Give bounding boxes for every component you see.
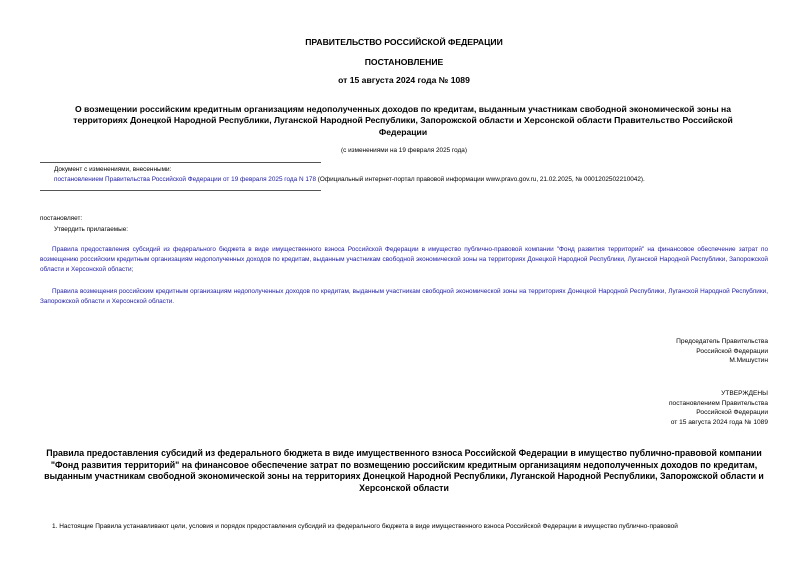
approval-block (669, 389, 768, 427)
signature-name: М.Мишустин (729, 357, 768, 365)
signature-position: Председатель Правительства (676, 338, 768, 345)
approve-text: Утвердить прилагаемые: (54, 226, 129, 233)
approval-line-2: постановлением Правительства (668, 399, 768, 407)
changes-label: Документ с изменениями, внесенными: (54, 166, 172, 173)
approval-line-4: от 15 августа 2024 года № 1089 (670, 418, 768, 426)
decree-date-number: от 15 августа 2024 года № 1089 (338, 75, 470, 85)
changes-reference (54, 176, 645, 183)
changes-bottom-rule (40, 190, 321, 191)
approval-line-3: Российской Федерации (696, 409, 768, 417)
rules-item-1-link[interactable]: Правила предоставления субсидий из федерального бюджета в виде имущественного взноса Российской Федерации в имущество публично-правовой компании "Фонд развития территорий" на финансовое обеспечение затрат по возмещению российским кредитным организациям недополученных доходов по кредитам, выданным участникам свободной экономической зоны на территориях Донецкой Народной Республики, Луганской Народной Республики, Запорожской области и Херсонской области; (40, 246, 768, 273)
doc-type-heading: ПОСТАНОВЛЕНИЕ (364, 57, 444, 67)
decrees-text: постановляет: (40, 215, 83, 222)
amending-decree-link[interactable]: постановлением Правительства Российской Федерации от 19 февраля 2025 года N 178 (54, 176, 317, 183)
rules-point-1: 1. Настоящие Правила устанавливают цели, условия и порядок предоставления субсидий из федерального бюджета в виде имущественного взноса Российской Федерации в имущество публично-правовой (52, 523, 678, 530)
government-heading: ПРАВИТЕЛЬСТВО РОССИЙСКОЙ ФЕДЕРАЦИИ (305, 37, 503, 47)
rules-title: Правила предоставления субсидий из федерального бюджета в виде имущественного взноса Российской Федерации в имущество публично-правовой компании "Фонд развития территорий" на финансовое обеспечение затрат по возмещению российским кредитным организациям недополученных доходов по кредитам, выданным участникам свободной экономической зоны на территориях Донецкой Народной Республики, Луганской Народной Республики, Запорожской области и Херсонской области (44, 448, 764, 493)
decree-title: О возмещении российским кредитным организациям недополученных доходов по кредитам, выданным участникам свободной экономической зоны на территориях Донецкой Народной Республики, Луганской Народной Республики, Запорожской области и Херсонской области Правительство Российской Федерации (73, 104, 733, 137)
approval-heading: УТВЕРЖДЕНЫ (721, 390, 768, 397)
rules-item-2-link[interactable]: Правила возмещения российским кредитным организациям недополученных доходов по кредитам, выданным участникам свободной экономической зоны на территориях Донецкой Народной Республики, Луганской Народной Республики, Запорожской области и Херсонской области. (40, 288, 768, 305)
changes-top-rule (40, 162, 321, 163)
signature-org: Российской Федерации (696, 347, 768, 355)
signature-block (676, 337, 768, 366)
changes-source: (Официальный интернет-портал правовой информации www.pravo.gov.ru, 21.02.2025, № 0001202502210042). (316, 176, 645, 183)
amendments-note: (с изменениями на 19 февраля 2025 года) (341, 147, 467, 154)
